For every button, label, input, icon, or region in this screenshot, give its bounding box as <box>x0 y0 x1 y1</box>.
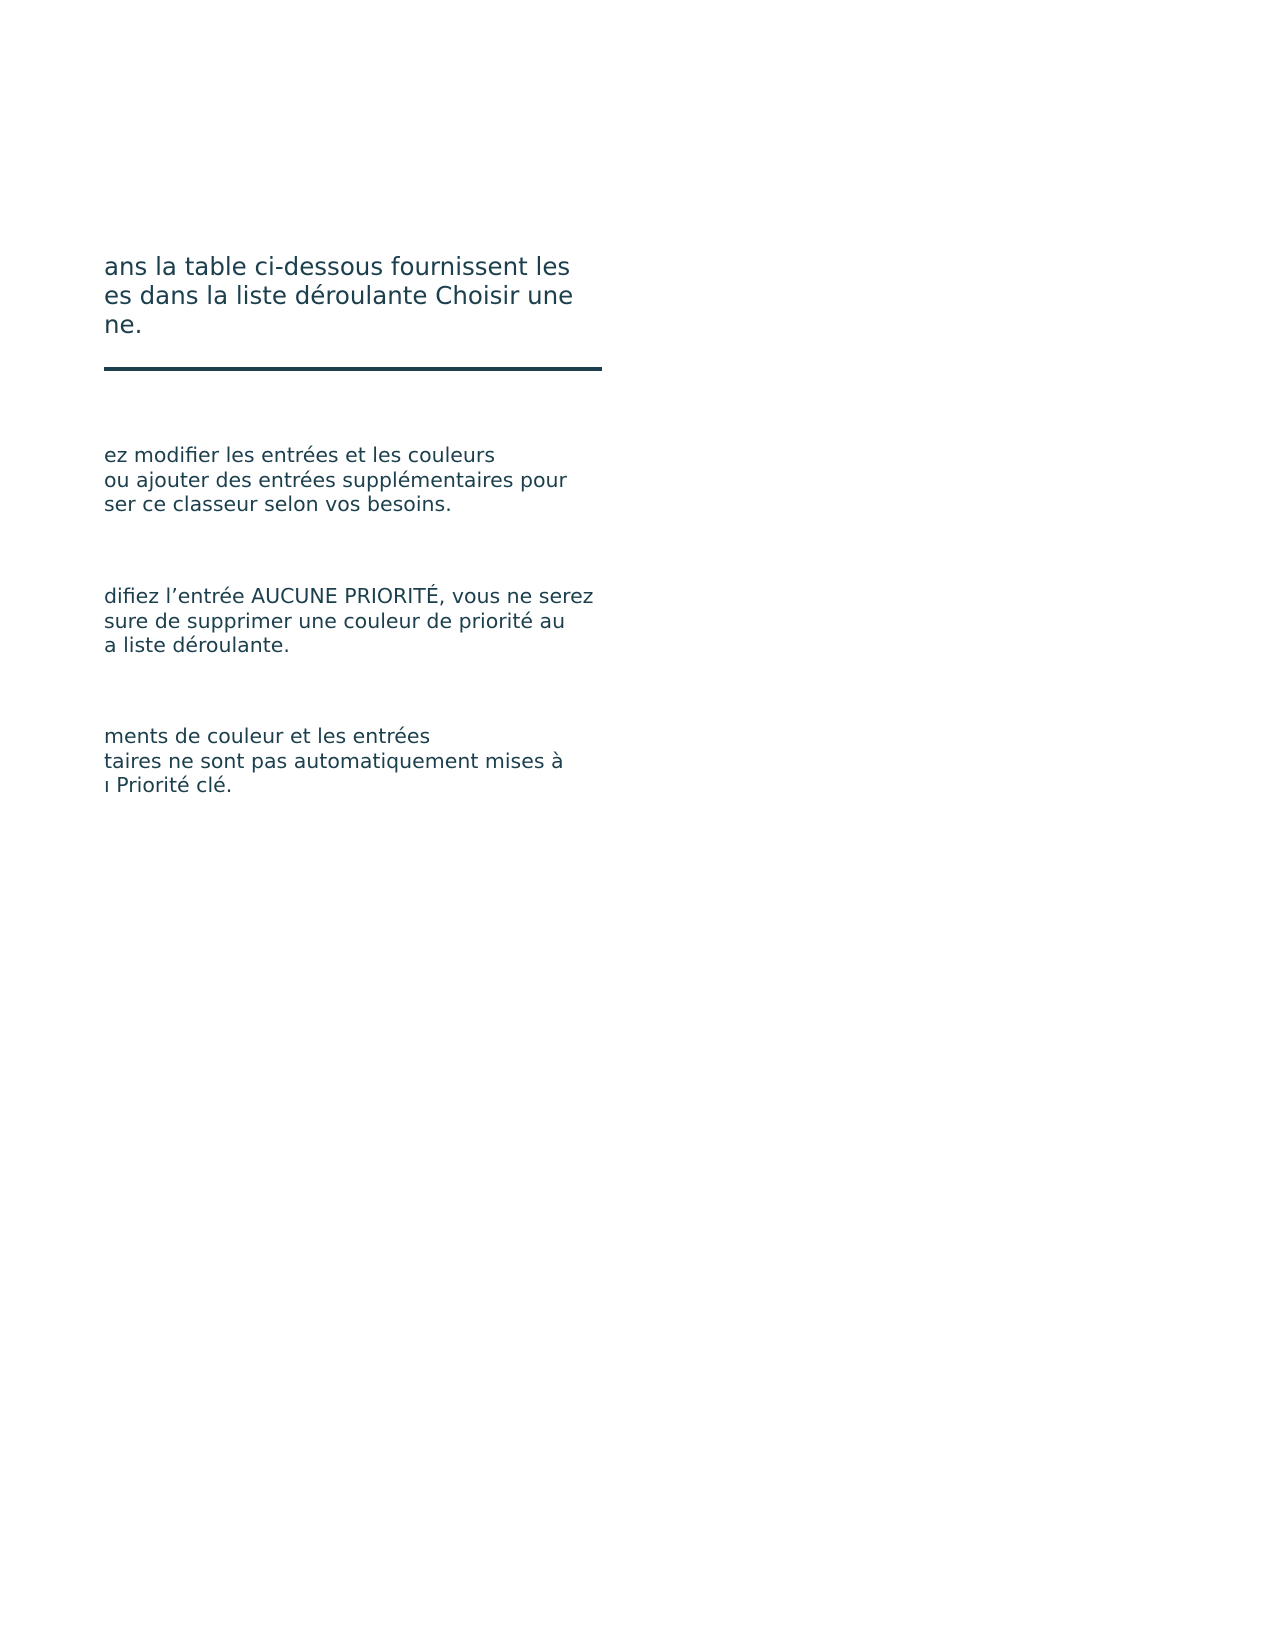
instructions-panel <box>104 230 624 830</box>
note-2-line-1: difiez l’entrée AUCUNE PRIORITÉ, vous ne serez <box>104 584 594 608</box>
note-no-priority <box>104 584 593 658</box>
intro-line-2: es dans la liste déroulante Choisir une <box>104 281 574 310</box>
note-3-line-1: ments de couleur et les entrées <box>104 724 431 748</box>
intro-line-1: ans la table ci-dessous fournissent les <box>104 252 571 281</box>
note-edit-entries <box>104 443 567 517</box>
note-1-line-3: ser ce classeur selon vos besoins. <box>104 492 452 516</box>
note-1-line-2: ou ajouter des entrées supplémentaires pour <box>104 467 567 492</box>
section-divider <box>104 367 602 371</box>
note-color-changes <box>104 724 564 798</box>
intro-text <box>104 252 573 339</box>
note-2-line-3: a liste déroulante. <box>104 633 290 657</box>
intro-line-3: ne. <box>104 310 143 339</box>
note-3-line-3: ı Priorité clé. <box>104 773 233 797</box>
note-1-line-1: ez modifier les entrées et les couleurs <box>104 443 496 467</box>
note-3-line-2: taires ne sont pas automatiquement mises à <box>104 748 564 773</box>
note-2-line-2: sure de supprimer une couleur de priorité au <box>104 608 566 633</box>
